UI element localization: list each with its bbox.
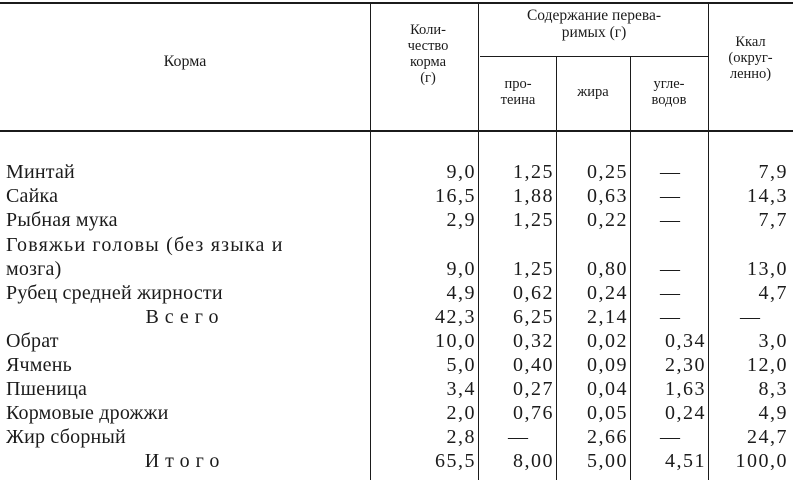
table-row <box>0 208 793 232</box>
row-protein: 8,00 <box>513 450 554 472</box>
row-fat: 0,04 <box>587 378 628 400</box>
row-fat: 0,22 <box>587 209 628 231</box>
row-protein: 1,25 <box>513 161 554 183</box>
table-row <box>0 184 793 208</box>
row-name: Всего <box>145 306 225 328</box>
row-kcal: 7,9 <box>758 161 788 183</box>
row-name: Сайка <box>6 185 59 207</box>
row-fat: 0,24 <box>587 282 628 304</box>
row-name: Пшеница <box>6 378 88 400</box>
header-protein: про- теина <box>500 76 536 108</box>
row-name: Говяжьи головы (без языка и <box>6 234 284 256</box>
row-protein: 6,25 <box>513 306 554 328</box>
table-row <box>0 353 793 377</box>
header-kcal: Ккал (округ- ленно) <box>728 34 773 82</box>
row-kcal: 3,0 <box>758 330 788 352</box>
row-protein: 1,88 <box>513 185 554 207</box>
row-carbs: 4,51 <box>665 450 706 472</box>
row-qty: 2,0 <box>446 402 476 424</box>
header-content-group-line2: римых (г) <box>561 24 627 41</box>
row-carbs: 1,63 <box>665 378 706 400</box>
row-qty: 9,0 <box>446 161 476 183</box>
row-protein: 1,25 <box>513 258 554 280</box>
table-row <box>0 257 793 281</box>
row-fat: 0,02 <box>587 330 628 352</box>
row-kcal: 12,0 <box>747 354 788 376</box>
row-fat: 0,09 <box>587 354 628 376</box>
row-protein: 0,40 <box>513 354 554 376</box>
row-fat: 5,00 <box>587 450 628 472</box>
row-carbs: — <box>660 306 680 328</box>
row-carbs: — <box>660 426 680 448</box>
row-carbs: — <box>660 258 680 280</box>
row-carbs: — <box>660 282 680 304</box>
row-name: Итого <box>144 450 226 472</box>
row-qty: 5,0 <box>446 354 476 376</box>
row-kcal: 4,7 <box>758 282 788 304</box>
top-rule <box>0 2 793 4</box>
row-protein: 1,25 <box>513 209 554 231</box>
row-qty: 2,9 <box>446 209 476 231</box>
table-row <box>0 425 793 449</box>
table-row <box>0 160 793 184</box>
row-kcal: — <box>740 306 760 328</box>
header-quantity: Коли- чество корма (г) <box>407 22 449 86</box>
row-name: Кормовые дрожжи <box>6 402 169 424</box>
row-qty: 42,3 <box>435 306 476 328</box>
header-feed: Корма <box>163 53 207 70</box>
header-fat: жира <box>577 84 609 100</box>
table-row <box>0 401 793 425</box>
row-protein: — <box>508 426 528 448</box>
row-fat: 0,80 <box>587 258 628 280</box>
row-kcal: 100,0 <box>735 450 788 472</box>
row-carbs: — <box>660 185 680 207</box>
row-qty: 10,0 <box>435 330 476 352</box>
row-fat: 0,63 <box>587 185 628 207</box>
row-fat: 0,25 <box>587 161 628 183</box>
row-kcal: 7,7 <box>758 209 788 231</box>
row-carbs: 0,24 <box>665 402 706 424</box>
row-kcal: 8,3 <box>758 378 788 400</box>
row-name: Минтай <box>6 161 75 183</box>
table-row <box>0 329 793 353</box>
row-carbs: 0,34 <box>665 330 706 352</box>
row-protein: 0,27 <box>513 378 554 400</box>
row-qty: 3,4 <box>446 378 476 400</box>
subheader-rule <box>480 56 708 57</box>
row-qty: 2,8 <box>446 426 476 448</box>
row-carbs: 2,30 <box>665 354 706 376</box>
row-qty: 65,5 <box>435 450 476 472</box>
row-name: Жир сборный <box>6 426 126 448</box>
subtotal-row <box>0 305 793 329</box>
row-kcal: 13,0 <box>747 258 788 280</box>
row-fat: 2,66 <box>587 426 628 448</box>
row-protein: 0,32 <box>513 330 554 352</box>
row-kcal: 4,9 <box>758 402 788 424</box>
row-fat: 0,05 <box>587 402 628 424</box>
row-kcal: 14,3 <box>747 185 788 207</box>
row-name: Обрат <box>6 330 59 352</box>
row-qty: 4,9 <box>446 282 476 304</box>
table-row <box>0 233 793 257</box>
row-name: Рыбная мука <box>6 209 118 231</box>
row-kcal: 24,7 <box>747 426 788 448</box>
header-content-group-line1: Содержание перева- <box>526 7 662 24</box>
row-qty: 16,5 <box>435 185 476 207</box>
header-carbs: угле- водов <box>651 76 687 108</box>
row-carbs: — <box>660 209 680 231</box>
total-row <box>0 449 793 473</box>
table-row <box>0 281 793 305</box>
row-name: Ячмень <box>6 354 72 376</box>
row-qty: 9,0 <box>446 258 476 280</box>
row-name: Рубец средней жирности <box>6 282 223 304</box>
row-name-continued: мозга) <box>6 258 62 280</box>
row-protein: 0,62 <box>513 282 554 304</box>
row-fat: 2,14 <box>587 306 628 328</box>
header-bottom-rule <box>0 130 793 132</box>
row-protein: 0,76 <box>513 402 554 424</box>
row-carbs: — <box>660 161 680 183</box>
table-row <box>0 377 793 401</box>
